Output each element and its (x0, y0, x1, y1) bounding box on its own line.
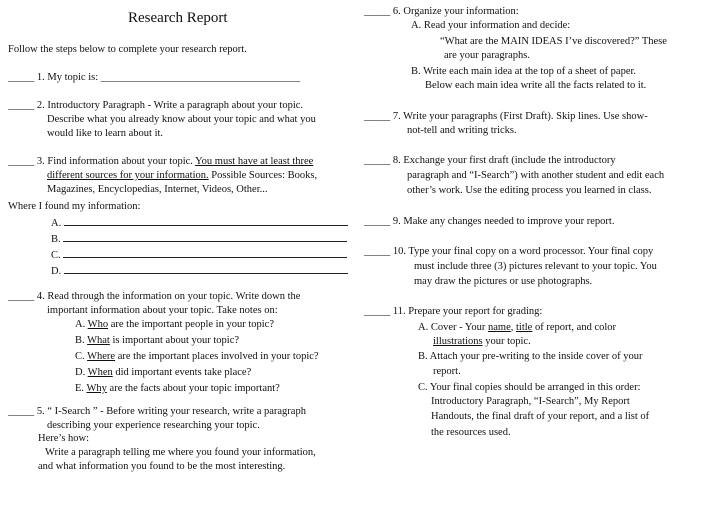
step-3-text: 3. Find information about your topic. (36, 156, 196, 167)
step-10-line-2: must include three (3) pictures relevant to your topic. You (414, 261, 657, 272)
step-11-text: 11. Prepare your report for grading: (392, 306, 543, 317)
topic-input-line[interactable]: ______________________________________ (100, 72, 301, 83)
cover-item-keyword: illustrations (433, 336, 483, 347)
note-item-who (75, 320, 274, 331)
note-item-text: is important about your topic? (109, 335, 240, 346)
note-item-letter: C. (75, 351, 88, 362)
step-4-text: 4. Read through the information on your topic. Write down the (36, 291, 301, 302)
step-7-line-2: not-tell and writing tricks. (407, 125, 517, 136)
note-item-letter: E. (75, 383, 87, 394)
note-item-text: are the important places involved in your topic? (115, 351, 319, 362)
note-item-keyword: Why (86, 383, 107, 394)
step-8-text: 8. Exchange your first draft (include the introductory (392, 155, 616, 166)
step-8-line-2: paragraph and “I-Search”) with another student and edit each (407, 170, 665, 181)
step-6-line-6: Below each main idea write all the facts related to it. (425, 80, 647, 91)
step-7-checkbox[interactable]: _____ (364, 111, 391, 122)
step-6-line-3: “What are the MAIN IDEAS I’ve discovered?” These (440, 36, 667, 47)
step-9-text: 9. Make any changes needed to improve your report. (392, 216, 615, 227)
step-11-checkbox[interactable]: _____ (364, 306, 391, 317)
note-item-when (75, 368, 251, 379)
step-9-checkbox[interactable]: _____ (364, 216, 391, 227)
step-10-text: 10. Type your final copy on a word processor. Your final copy (392, 246, 654, 257)
step-8-line-3: other’s work. Use the editing process you learned in class. (407, 185, 652, 196)
source-line-d (51, 264, 348, 278)
step-2-line-3: would like to learn about it. (47, 128, 164, 139)
step-2-checkbox[interactable]: _____ (8, 100, 35, 111)
cover-item-text: of report, and color (532, 322, 617, 333)
step-3-emphasis: You must have at least three (195, 156, 314, 167)
source-letter: D. (51, 266, 62, 277)
cover-item-text: A. Cover - Your (418, 322, 489, 333)
step-11-item-a-line-1 (418, 323, 616, 334)
note-item-text: are the important people in your topic? (108, 319, 274, 330)
step-5-line-1 (8, 407, 306, 418)
step-6-line-1 (364, 7, 519, 18)
step-11-item-c-line-4: the resources used. (431, 427, 511, 438)
source-letter: A. (51, 218, 62, 229)
step-5-line-4: Write a paragraph telling me where you found your information, (45, 447, 316, 458)
step-10-line-3: may draw the pictures or use photographs. (414, 276, 593, 287)
step-10-checkbox[interactable]: _____ (364, 246, 391, 257)
step-11-item-a-line-2 (433, 337, 531, 348)
source-input-line[interactable] (63, 232, 347, 242)
source-line-c (51, 248, 347, 262)
step-3-line-3: Magazines, Encyclopedias, Internet, Videos, Other... (47, 184, 268, 195)
step-5-text: 5. “ I-Search ” - Before writing your research, write a paragraph (36, 406, 306, 417)
source-line-b (51, 232, 347, 246)
step-8-line-1 (364, 156, 616, 167)
step-4-line-2: important information about your topic. Take notes on: (47, 305, 278, 316)
where-found-label: Where I found my information: (8, 201, 141, 212)
note-item-keyword: Where (87, 351, 116, 362)
source-letter: B. (51, 234, 61, 245)
step-2-line-2: Describe what you already know about your topic and what you (47, 114, 316, 125)
step-1 (8, 73, 300, 84)
step-3-checkbox[interactable]: _____ (8, 156, 35, 167)
step-6-text: 6. Organize your information: (392, 6, 519, 17)
source-input-line[interactable] (64, 216, 348, 226)
step-6-line-2: A. Read your information and decide: (411, 20, 571, 31)
cover-item-keyword: title (516, 322, 533, 333)
step-10-line-1 (364, 247, 653, 258)
source-line-a (51, 216, 348, 230)
step-3-sources-label: Possible Sources: Books, (208, 170, 318, 181)
step-9-line-1 (364, 217, 614, 228)
intro-text: Follow the steps below to complete your research report. (8, 44, 247, 55)
step-1-text: 1. My topic is: (36, 72, 101, 83)
step-7-line-1 (364, 112, 648, 123)
step-5-line-5: and what information you found to be the most interesting. (38, 461, 286, 472)
step-11-item-b-line-2: report. (433, 366, 461, 377)
step-6-checkbox[interactable]: _____ (364, 6, 391, 17)
note-item-letter: A. (75, 319, 88, 330)
step-3-line-1 (8, 157, 313, 168)
note-item-what (75, 336, 239, 347)
note-item-why (75, 384, 280, 395)
source-input-line[interactable] (64, 264, 348, 274)
note-item-text: did important events take place? (112, 367, 252, 378)
step-7-text: 7. Write your paragraphs (First Draft). Skip lines. Use show- (392, 111, 648, 122)
step-6-line-5: B. Write each main idea at the top of a sheet of paper. (411, 66, 637, 77)
note-item-keyword: What (87, 335, 110, 346)
step-11-item-c-line-1: C. Your final copies should be arranged in this order: (418, 382, 641, 393)
step-3-emphasis-2: different sources for your information. (47, 170, 209, 181)
cover-item-text: your topic. (482, 336, 531, 347)
step-2-line-1 (8, 101, 303, 112)
cover-item-text: , (510, 322, 517, 333)
cover-item-keyword: name (488, 322, 511, 333)
page-title: Research Report (128, 10, 228, 26)
step-5-line-2: describing your experience researching your topic. (47, 420, 260, 431)
note-item-keyword: Who (87, 319, 109, 330)
step-11-item-b-line-1: B. Attach your pre-writing to the inside cover of your (418, 351, 643, 362)
note-item-letter: D. (75, 367, 88, 378)
step-6-line-4: are your paragraphs. (444, 50, 530, 61)
step-5-checkbox[interactable]: _____ (8, 406, 35, 417)
step-11-item-c-line-2: Introductory Paragraph, “I-Search”, My Report (431, 396, 630, 407)
step-11-item-c-line-3: Handouts, the final draft of your report, and a list of (431, 411, 650, 422)
step-3-line-2 (47, 171, 317, 182)
step-11-line-1 (364, 307, 542, 318)
step-5-line-3: Here’s how: (38, 433, 90, 444)
note-item-where (75, 352, 319, 363)
note-item-letter: B. (75, 335, 88, 346)
note-item-text: are the facts about your topic important? (106, 383, 280, 394)
source-letter: C. (51, 250, 61, 261)
step-2-text: 2. Introductory Paragraph - Write a paragraph about your topic. (36, 100, 304, 111)
step-1-checkbox[interactable]: _____ (8, 72, 35, 83)
note-item-keyword: When (87, 367, 113, 378)
source-input-line[interactable] (63, 248, 347, 258)
step-4-line-1 (8, 292, 300, 303)
step-8-checkbox[interactable]: _____ (364, 155, 391, 166)
step-4-checkbox[interactable]: _____ (8, 291, 35, 302)
